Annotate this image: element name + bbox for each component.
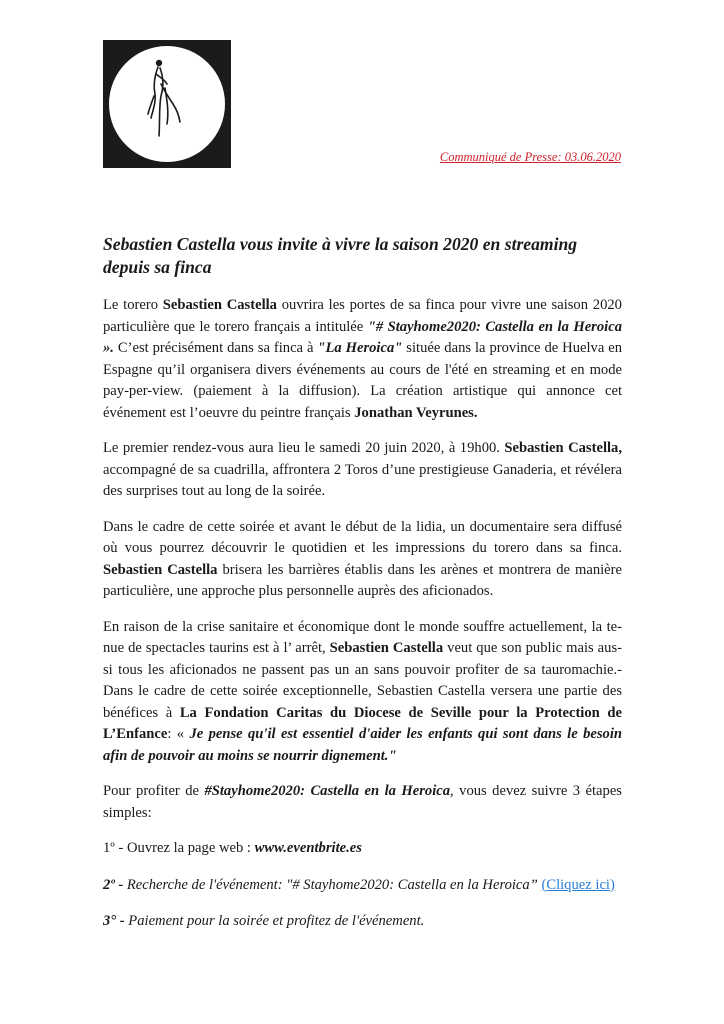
finca-name: "La Heroica" [317, 340, 403, 356]
step-text: Recherche de l'événement: "# Stayhome2020: Castella en la Heroica” [126, 876, 542, 893]
event-name: #Stayhome2020: Castella en la Heroica [204, 783, 451, 799]
paragraph-documentary [103, 517, 622, 603]
article-body [103, 233, 622, 948]
step-number: 1º - [103, 840, 127, 856]
painter-name: Jonathan Veyrunes. [354, 404, 478, 421]
click-here-link[interactable]: (Cliquez ici) [541, 876, 615, 893]
text-run: Le torero [103, 297, 163, 313]
quote: Je pense qu'il est essentiel d'aider les enfants qui sont dans le besoin afin de pouvoir au moins se nourrir dignement." [103, 726, 622, 764]
step-number: 2º - [103, 876, 127, 893]
text-run: C’est précisément dans sa finca à [113, 340, 318, 356]
step-text: Ouvrez la page web : [126, 840, 255, 856]
logo-figure-icon [103, 40, 231, 168]
text-run: , vous devez suivre 3 étapes simples: [103, 783, 622, 821]
paragraph-first-event [103, 438, 622, 503]
eventbrite-link[interactable]: www.eventbrite.es [254, 840, 362, 856]
text-run: ouvrira les portes de sa finca pour vivre une saison 2020 particulière que le torero français a intitulée [103, 297, 622, 335]
text-run: brisera les barrières établis dans les arènes et montrera de manière particulière, une approche plus personnelle auprès des aficionados. [103, 561, 622, 599]
step-text: Paiement pour la soirée et profitez de l'événement. [128, 913, 425, 929]
text-run: : « [167, 726, 190, 742]
text-run: En raison de la crise sanitaire et économique dont le monde souffre actuellement, la te- nue de spectacles taurins est à l’ arrêt, [103, 618, 622, 656]
torero-name: Sebastien Castella [162, 297, 277, 313]
article-title: Sebastien Castella vous invite à vivre la saison 2020 en streaming depuis sa finca [103, 234, 578, 277]
torero-name: Sebastien Castella [103, 561, 218, 578]
foundation-name: La Fondation Caritas du Diocese de Seville pour la Protection de L’Enfance [103, 704, 622, 742]
paragraph-intro [103, 295, 622, 424]
text-run: Le premier rendez-vous aura lieu le samedi 20 juin 2020, à 19h00. [103, 440, 505, 456]
event-name: "# Stayhome2020: Castella en la Heroica ». [103, 318, 622, 356]
paragraph-charity [103, 617, 622, 768]
torero-name: Sebastien Castella [329, 640, 444, 656]
torero-name: Sebastien Castella, [504, 440, 622, 456]
step-number: 3° - [103, 913, 129, 929]
text-run: Dans le cadre de cette soirée et avant le début de la lidia, un documentaire sera diffusé où vous pourrez découvrir le quotidien et les impressions du torero dans sa finca. [103, 518, 622, 556]
text-run: veut que son public mais aus- si tous les aficionados ne passent pas un an sans pouvoir profiter de sa tauromachie.- Dans le cadre de cette soirée exceptionnelle, Sebastien Castella versera une partie des bénéfices à [103, 640, 622, 721]
text-run: accompagné de sa cuadrilla, affrontera 2 Toros d’une prestigieuse Ganaderia, et révélera des surprises tout au long de la soirée. [103, 461, 622, 499]
step-3 [103, 911, 622, 933]
text-run: Pour profiter de [103, 783, 205, 799]
step-1 [103, 838, 622, 860]
step-2 [103, 875, 622, 897]
press-release-date: Communiqué de Presse: 03.06.2020 [439, 150, 621, 164]
castella-logo [103, 40, 231, 168]
text-run: située dans la province de Huelva en Espagne qu’il organisera divers événements au cours de l'été en streaming et en mode pay-per-view. (paiement à la diffusion). La création artistique qui annonce cet événement est l’oeuvre du peintre français [103, 340, 623, 421]
paragraph-steps-intro [103, 781, 622, 824]
